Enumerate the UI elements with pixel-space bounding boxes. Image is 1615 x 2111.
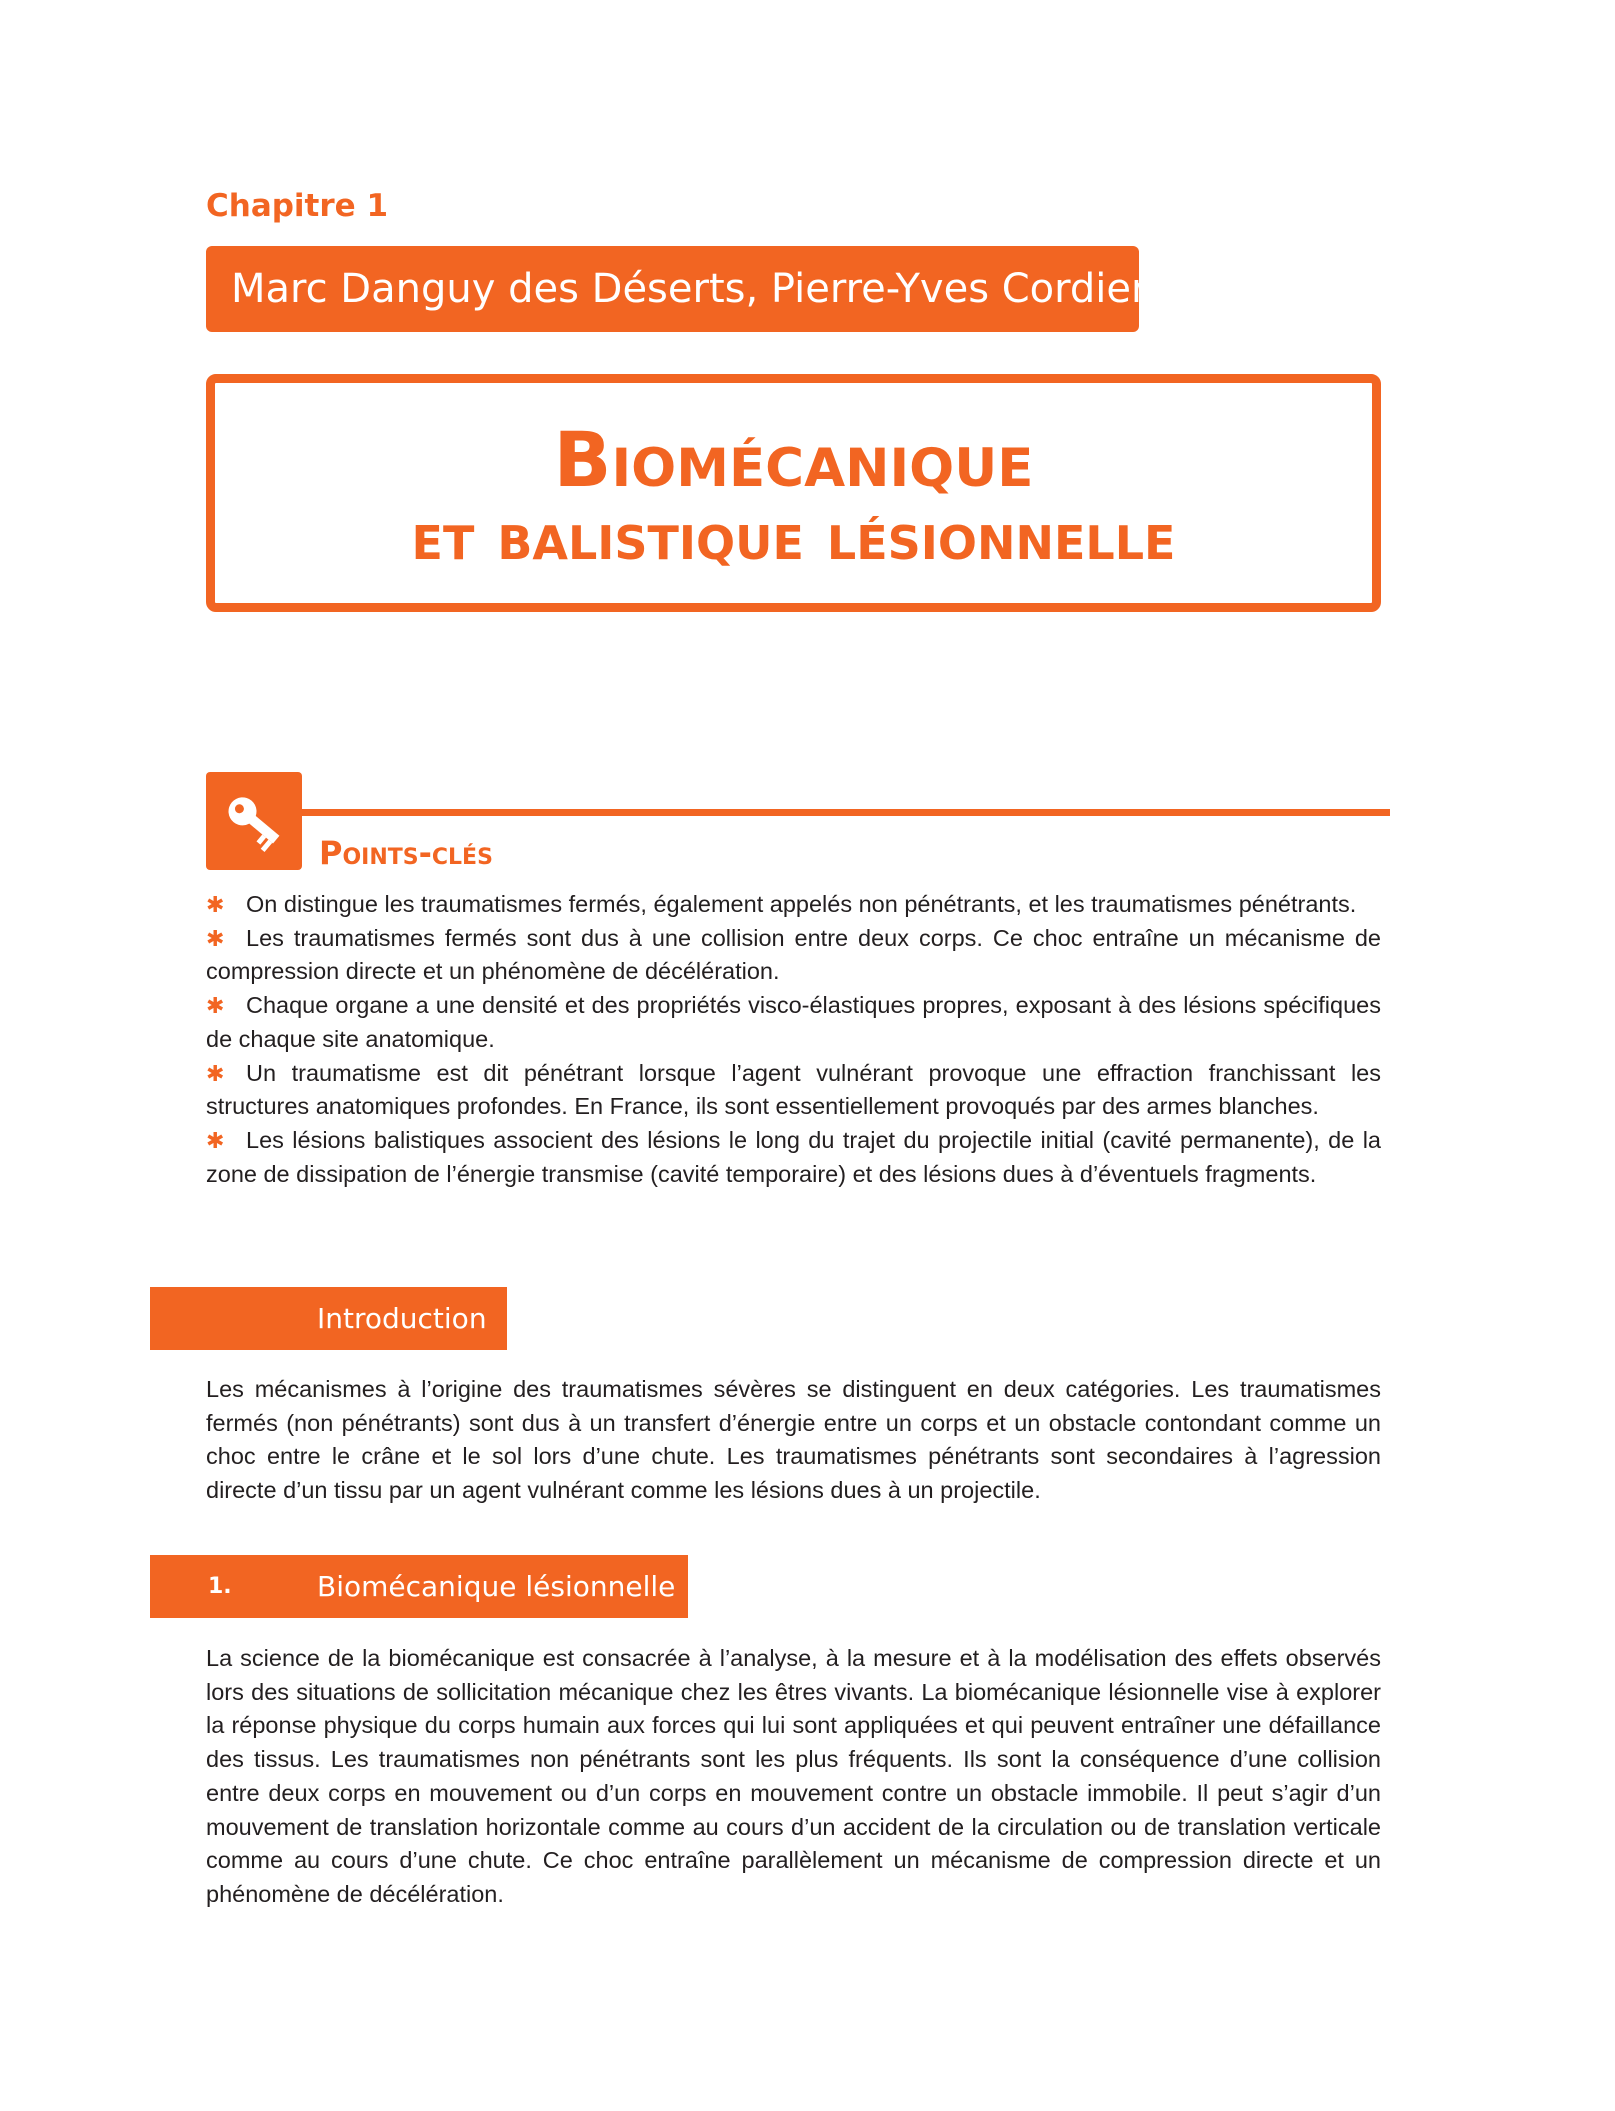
key-point-item (206, 888, 1381, 922)
chapter-title-line-1: Biomécanique (553, 415, 1034, 505)
key-point-text: On distingue les traumatismes fermés, également appelés non pénétrants, et les traumatismes pénétrants. (246, 891, 1357, 917)
introduction-heading: Introduction (317, 1302, 487, 1335)
key-icon (206, 772, 302, 870)
asterisk-bullet-icon: ✱ (206, 892, 225, 917)
key-point-item (206, 1057, 1381, 1124)
authors-text: Marc Danguy des Déserts, Pierre-Yves Cordier (231, 266, 1148, 312)
key-points-rule (302, 809, 1390, 816)
asterisk-bullet-icon: ✱ (206, 1060, 225, 1086)
asterisk-bullet-icon: ✱ (206, 925, 225, 951)
asterisk-bullet-icon: ✱ (206, 993, 225, 1019)
section-1-heading: Biomécanique lésionnelle (317, 1570, 676, 1603)
key-point-item (206, 989, 1381, 1056)
chapter-title-line-2: et balistique lésionnelle (411, 498, 1176, 576)
key-point-item (206, 1124, 1381, 1191)
key-point-text: Les lésions balistiques associent des lésions le long du trajet du projectile initial (cavité permanente), de la zone de dissipation de l’énergie transmise (cavité temporaire) et des lésions dues à d’éventuels fragments. (206, 1126, 1381, 1187)
chapter-title-box (206, 374, 1381, 612)
key-points-heading: Points-clés (319, 834, 493, 872)
section-1-number: 1. (208, 1574, 232, 1599)
asterisk-bullet-icon: ✱ (206, 1127, 225, 1153)
key-points-header (206, 772, 1390, 870)
key-point-text: Chaque organe a une densité et des propriétés visco-élastiques propres, exposant à des lésions spécifiques de chaque site anatomique. (206, 992, 1381, 1052)
introduction-banner (150, 1287, 507, 1350)
chapter-label: Chapitre 1 (206, 188, 389, 224)
introduction-paragraph: Les mécanismes à l’origine des traumatismes sévères se distinguent en deux catégories. Les traumatismes fermés (non pénétrants) sont dus à un transfert d’énergie entre un corps et un obstacle contondant comme un choc entre le crâne et le sol lors d’une chute. Les traumatismes pénétrants sont secondaires à l’agression directe d’un tissu par un agent vulnérant comme les lésions dues à un projectile. (206, 1376, 1381, 1504)
key-points-list (206, 888, 1381, 1191)
key-point-item (206, 922, 1381, 989)
authors-banner (206, 246, 1148, 332)
key-point-text: Les traumatismes fermés sont dus à une collision entre deux corps. Ce choc entraîne un mécanisme de compression directe et un phénomène de décélération. (206, 924, 1381, 985)
key-point-text: Un traumatisme est dit pénétrant lorsque l’agent vulnérant provoque une effraction franchissant les structures anatomiques profondes. En France, ils sont essentiellement provoqués par des armes blanches. (206, 1059, 1381, 1120)
section-1-paragraph: La science de la biomécanique est consacrée à l’analyse, à la mesure et à la modélisation des effets observés lors des situations de sollicitation mécanique chez les êtres vivants. La biomécanique lésionnelle vise à explorer la réponse physique du corps humain aux forces qui lui sont appliquées et qui peuvent entraîner une défaillance des tissus. Les traumatismes non pénétrants sont les plus fréquents. Ils sont la conséquence d’une collision entre deux corps en mouvement ou d’un corps en mouvement contre un obstacle immobile. Il peut s’agir d’un mouvement de translation horizontale comme au cours d’un accident de la circulation ou de translation verticale comme au cours d’une chute. Ce choc entraîne parallèlement un mécanisme de compression directe et un phénomène de décélération. (206, 1645, 1381, 1907)
section-1-banner (150, 1555, 688, 1618)
